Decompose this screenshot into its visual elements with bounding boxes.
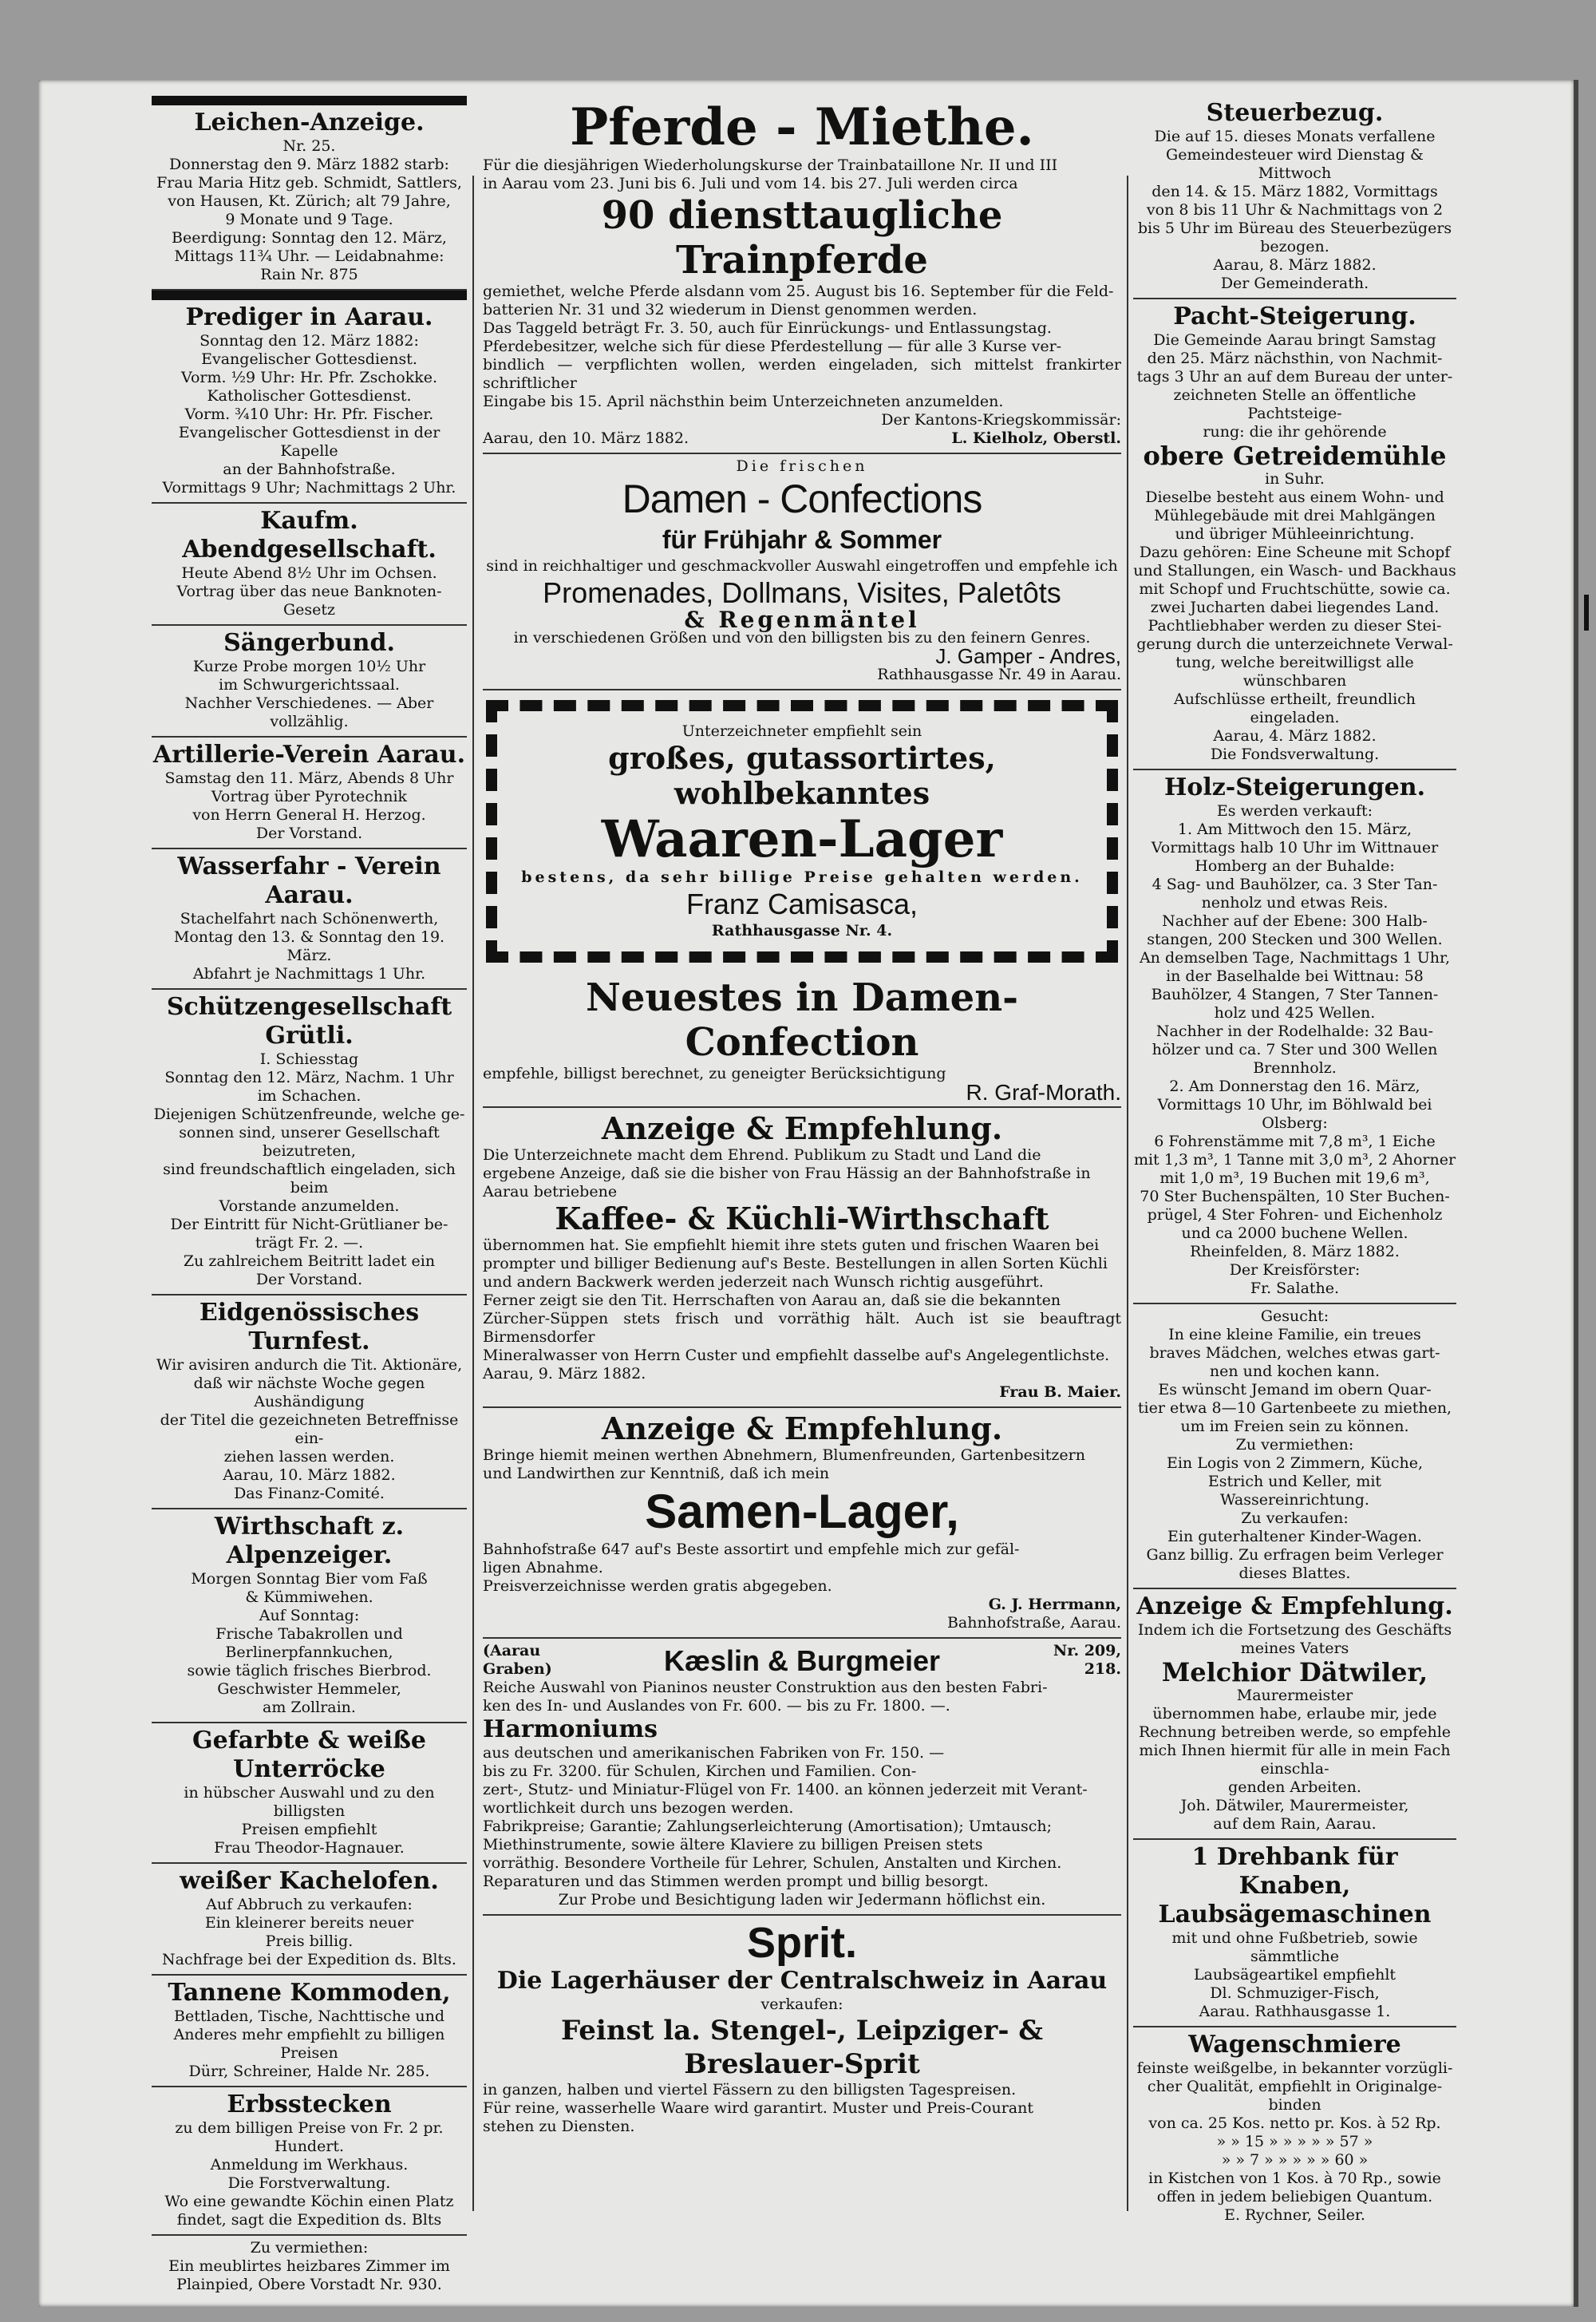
ad-text: prompter und billiger Bedienung auf's Beste. Bestellungen in allen Sorten Küchli: [483, 1255, 1108, 1272]
ad-text: Geschwister Hemmeler,: [217, 1680, 401, 1698]
ad-text: Zu vermiethen:: [250, 2239, 369, 2257]
ad-steuer: [1133, 96, 1456, 299]
ad-text: mit und ohne Fußbetrieb, sowie sämmtliche: [1171, 1929, 1418, 1965]
ad-text: bestens, da sehr billige Preise gehalten werden.: [521, 868, 1083, 886]
ad-title: Anzeige & Empfehlung.: [1136, 1592, 1453, 1620]
ad-text: Frische Tabakrollen und: [215, 1625, 403, 1643]
ad-text: Aarau. Rathhausgasse 1.: [1199, 2003, 1391, 2020]
ad-text: um im Freien sein zu können.: [1180, 1418, 1409, 1435]
ad-highlight: obere Getreidemühle: [1143, 441, 1447, 471]
ad-text: Auf Abbruch zu verkaufen:: [206, 1896, 413, 1913]
ad-prediger: [152, 291, 467, 504]
ad-address: Bahnhofstraße, Aarau.: [946, 1614, 1121, 1632]
ad-text: Ferner zeigt sie den Tit. Herrschaften von Aarau an, daß sie die bekannten: [483, 1292, 1061, 1309]
ad-subtitle: für Frühjahr & Sommer: [662, 525, 942, 554]
ad-text: Das Finanz-Comité.: [234, 1485, 385, 1502]
ad-text: offen in jedem beliebigen Quantum.: [1156, 2188, 1433, 2205]
ad-text: Homberg an der Buhalde:: [1195, 857, 1395, 875]
ad-text: Mühlegebäude mit drei Mahlgängen: [1154, 507, 1436, 524]
ad-title: Erbsstecken: [227, 2091, 392, 2118]
ad-turnfest: [152, 1295, 467, 1509]
ad-text: sowie täglich frisches Bierbrod.: [187, 1662, 432, 1679]
ad-text: Eingabe bis 15. April nächsthin beim Unterzeichneten anzumelden.: [483, 393, 1004, 410]
ad-text: zu dem billigen Preise von Fr. 2 pr. Hundert.: [175, 2119, 444, 2155]
ad-title: Anzeige & Empfehlung.: [601, 1410, 1003, 1446]
ad-text: Zu zahlreichem Beitritt ladet ein: [183, 1252, 436, 1270]
ad-erbs: [152, 2087, 467, 2236]
ad-text: Rain Nr. 875: [260, 266, 358, 283]
ad-text: Bettladen, Tische, Nachttische und: [173, 2008, 445, 2025]
ad-text: binden: [1268, 2096, 1321, 2114]
ad-text: Samstag den 11. März, Abends 8 Uhr: [164, 769, 454, 787]
ad-text: Ein meublirtes heizbares Zimmer im: [168, 2257, 450, 2275]
ad-text: übernommen habe, erlaube mir, jede: [1152, 1705, 1437, 1723]
ad-text: Fabrikpreise; Garantie; Zahlungserleichterung (Amortisation); Umtausch;: [483, 1818, 1053, 1835]
ad-text: sind in reichhaltiger und geschmackvoller Auswahl eingetroffen und empfehle ich: [486, 557, 1118, 575]
ad-text: Indem ich die Fortsetzung des Geschäfts: [1137, 1621, 1452, 1639]
ad-text: Rechnung betreiben werde, so empfehle: [1138, 1723, 1452, 1741]
ad-text: mit 1,0 m³, 19 Buchen mit 19,6 m³,: [1159, 1169, 1430, 1187]
ad-text: Frau Theodor-Hagnauer.: [214, 1839, 405, 1857]
ad-text: Bringe hiemit meinen werthen Abnehmern, Blumenfreunden, Gartenbesitzern: [483, 1446, 1085, 1464]
ad-text: Rheinfelden, 8. März 1882.: [1190, 1243, 1400, 1260]
ad-text: Zur Probe und Besichtigung laden wir Jedermann höflichst ein.: [558, 1891, 1046, 1909]
ad-text: tung, welche bereitwilligst alle wünschbaren: [1175, 654, 1414, 690]
ad-text: Dürr, Schreiner, Halde Nr. 285.: [188, 2063, 430, 2080]
ad-text: Brennholz.: [1253, 1059, 1337, 1077]
ad-text: Vormittags 9 Uhr; Nachmittags 2 Uhr.: [162, 479, 456, 496]
ad-text: mich Ihnen hiermit für alle in mein Fach einschla-: [1139, 1742, 1451, 1778]
ad-signature: L. Kielholz, Oberstl.: [951, 429, 1121, 447]
ad-title: Eidgenössisches Turnfest.: [199, 1299, 420, 1355]
ad-text: 6 Fohrenstämme mit 7,8 m³, 1 Eiche: [1154, 1133, 1436, 1150]
ad-text: feinste weißgelbe, in bekannter vorzügli-: [1136, 2059, 1453, 2077]
ad-text: Bahnhofstraße 647 auf's Beste assortirt und empfehle mich zur gefäl-: [483, 1541, 1020, 1558]
ad-text: Vormittags 10 Uhr, im Böhlwald bei: [1157, 1096, 1432, 1114]
ad-text: 4 Sag- und Bauhölzer, ca. 3 Ster Tan-: [1152, 876, 1438, 893]
ad-text: in Suhr.: [1265, 470, 1325, 488]
ad-text: ziehen lassen werden.: [223, 1448, 395, 1466]
ad-highlight: Samen-Lager,: [645, 1485, 959, 1538]
ad-title: 1 Drehbank für Knaben, Laubsägemaschinen: [1158, 1843, 1432, 1928]
ad-text: mit Schopf und Fruchtschütte, sowie ca.: [1139, 580, 1451, 598]
ad-text: » » 7 » » » » » 60 »: [1221, 2151, 1369, 2169]
ad-signature: G. J. Herrmann,: [988, 1596, 1121, 1613]
ad-text: den 14. & 15. März 1882, Vormittags: [1152, 183, 1438, 200]
ad-text: von Herrn General H. Herzog.: [192, 806, 426, 824]
ad-text: meines Vaters: [1240, 1640, 1349, 1657]
ad-drehbank: [1133, 1840, 1456, 2027]
ad-text: gemiethet, welche Pferde alsdann vom 25. August bis 16. September für die Feld-: [483, 283, 1114, 300]
ad-text: Olsberg:: [1262, 1114, 1328, 1132]
ad-title: Tannene Kommoden,: [168, 1979, 451, 2007]
ad-highlight: 90 diensttaugliche Trainpferde: [601, 193, 1003, 283]
ad-text: in Kistchen von 1 Kos. à 70 Rp., sowie: [1148, 2170, 1441, 2187]
ad-camisasca-frame: [486, 700, 1118, 963]
ad-text: stehen zu Diensten.: [483, 2118, 635, 2135]
column-rule-left: [472, 176, 474, 2211]
ad-kachelofen: [152, 1864, 467, 1976]
ad-text: tier etwa 8—10 Gartenbeete zu miethen,: [1137, 1399, 1452, 1417]
ad-unterroecke: [152, 1723, 467, 1864]
ad-text: von ca. 25 Kos. netto pr. Kos. à 52 Rp.: [1148, 2114, 1441, 2132]
ad-line: großes, gutassortirtes, wohlbekanntes: [608, 740, 996, 811]
ad-text: hölzer und ca. 7 Ster und 300 Wellen: [1152, 1041, 1438, 1058]
ad-text: Ein Logis von 2 Zimmern, Küche,: [1166, 1454, 1423, 1472]
ad-text: Reiche Auswahl von Pianinos neuster Construktion aus den besten Fabri-: [483, 1679, 1048, 1696]
ad-highlight: Feinst la. Stengel-, Leipziger- & Breslauer-Sprit: [561, 2015, 1043, 2080]
ad-text: Es werden verkauft:: [1216, 802, 1373, 820]
ad-title: Sprit.: [746, 1919, 857, 1967]
ad-address: Rathhausgasse Nr. 49 in Aarau.: [877, 666, 1121, 683]
ad-text: sonnen sind, unserer Gesellschaft beizutreten,: [179, 1124, 440, 1160]
ad-text: Joh. Dätwiler, Maurermeister,: [1180, 1797, 1409, 1814]
ad-title: Leichen-Anzeige.: [194, 109, 425, 136]
ad-text: Die Fondsverwaltung.: [1210, 746, 1380, 763]
ad-signature: Frau B. Maier.: [999, 1383, 1121, 1401]
ad-text: bis 5 Uhr im Büreau des Steuerbezügers: [1137, 220, 1452, 237]
ad-title: Neuestes in Damen-Confection: [585, 975, 1019, 1065]
ad-text: und Landwirthen zur Kenntniß, daß ich mein: [483, 1465, 830, 1482]
ad-text: batterien Nr. 31 und 32 wiederum in Dienst genommen werden.: [483, 301, 978, 318]
ad-text: Zu verkaufen:: [1241, 1509, 1349, 1527]
ad-text: in verschiedenen Größen und von den billigsten bis zu den feinern Genres.: [513, 629, 1091, 647]
column-right: [1133, 96, 1456, 2229]
ad-text: Abfahrt je Nachmittags 1 Uhr.: [192, 965, 426, 983]
ad-title: Damen - Confections: [622, 477, 982, 521]
ad-text: an der Bahnhofstraße.: [223, 461, 396, 478]
ad-text: Die Gemeinde Aarau bringt Samstag: [1153, 331, 1436, 349]
ad-title: weißer Kachelofen.: [180, 1867, 439, 1895]
ad-title: Gefarbte & weiße Unterröcke: [192, 1727, 426, 1783]
ad-text: im Schachen.: [257, 1087, 361, 1105]
ad-text: Pachtliebhaber werden zu dieser Stei-: [1148, 617, 1442, 635]
ad-text: empfehle, billigst berechnet, zu geneigter Berücksichtigung: [483, 1065, 946, 1082]
ad-text: I. Schiesstag: [259, 1050, 359, 1068]
ad-highlight: Kaffee- & Küchli-Wirthschaft: [555, 1201, 1049, 1236]
ad-title: Holz-Steigerungen.: [1163, 773, 1426, 801]
ad-text: von Hausen, Kt. Zürich; alt 79 Jahre,: [168, 192, 451, 210]
ad-intro: Unterzeichneter empfiehlt sein: [681, 722, 922, 740]
ad-text: nen und kochen kann.: [1209, 1363, 1381, 1380]
ad-signature: R. Graf-Morath.: [966, 1080, 1121, 1105]
ad-text: Wir avisiren andurch die Tit. Aktionäre,: [156, 1356, 463, 1374]
ad-text: braves Mädchen, welches etwas gart-: [1149, 1344, 1440, 1362]
ad-kaeslin-burgmeier: [483, 1639, 1121, 1916]
ad-text: Reparaturen und das Stimmen werden prompt und billig besorgt.: [483, 1873, 989, 1890]
ad-text: Für die diesjährigen Wiederholungskurse der Trainbataillone Nr. II und III: [483, 156, 1058, 174]
ad-text: findet, sagt die Expedition ds. Blts: [176, 2211, 442, 2229]
ad-place-date: Aarau, 9. März 1882.: [483, 1365, 646, 1383]
ad-title: Pacht-Steigerung.: [1173, 303, 1416, 330]
ad-highlight: Harmoniums: [483, 1715, 658, 1743]
ad-text: Gesucht:: [1260, 1307, 1329, 1325]
ad-text: nenholz und etwas Reis.: [1201, 894, 1389, 912]
ad-text: zeichneten Stelle an öffentliche Pachtsteige-: [1173, 386, 1416, 422]
ad-text: Zu vermiethen:: [1235, 1436, 1354, 1454]
ad-text: dieses Blattes.: [1238, 1564, 1351, 1582]
ad-text: Der Gemeinderath.: [1220, 275, 1369, 292]
ad-text: Heute Abend 8½ Uhr im Ochsen.: [181, 564, 437, 582]
ad-text: Das Taggeld beträgt Fr. 3. 50, auch für Einrückungs- und Entlassungstag.: [483, 319, 1052, 337]
ad-text: In eine kleine Familie, ein treues: [1168, 1326, 1421, 1343]
ad-text: ken des In- und Auslandes von Fr. 600. — bis zu Fr. 1800. —.: [483, 1697, 950, 1715]
ad-text: Die Unterzeichnete macht dem Ehrend. Publikum zu Stadt und Land die: [483, 1146, 1041, 1164]
ad-address: Rathhausgasse Nr. 4.: [711, 922, 893, 939]
ad-text: ligen Abnahme.: [483, 1559, 603, 1576]
ad-text: Nachher auf der Ebene: 300 Halb-: [1162, 912, 1428, 930]
ad-subtitle: verkaufen:: [760, 1996, 843, 2013]
ad-title: Anzeige & Empfehlung.: [601, 1110, 1003, 1146]
ad-text: Dl. Schmuziger-Fisch,: [1210, 1984, 1380, 2002]
ad-text: 70 Ster Buchenspälten, 10 Ster Buchen-: [1140, 1188, 1450, 1205]
ad-kommoden: [152, 1976, 467, 2087]
ad-gesucht: [1133, 1304, 1456, 1589]
ad-text: rung: die ihr gehörende: [1203, 423, 1387, 441]
ad-sprit: [483, 1916, 1121, 2141]
ad-text: holz und 425 Wellen.: [1214, 1004, 1376, 1022]
ad-text: Ein kleinerer bereits neuer: [204, 1914, 414, 1932]
ad-text: Plainpied, Obere Vorstadt Nr. 930.: [176, 2276, 442, 2293]
ad-saenger: [152, 626, 467, 738]
ad-text: den 25. März nächsthin, von Nachmit-: [1147, 350, 1443, 367]
ad-text: » » 15 » » » » » 57 »: [1216, 2133, 1373, 2150]
ad-text: Preisverzeichnisse werden gratis abgegeben.: [483, 1577, 832, 1595]
ad-text: mit 1,3 m³, 1 Tanne mit 3,0 m³, 2 Ahorner: [1133, 1151, 1456, 1169]
column-rule-right: [1127, 176, 1128, 2211]
ad-text: Es wünscht Jemand im obern Quar-: [1158, 1381, 1432, 1398]
ad-anzeige3: [1133, 1589, 1456, 1840]
margin-mark: [1584, 595, 1589, 631]
ad-text: prügel, 4 Ster Fohren- und Eichenholz: [1147, 1206, 1443, 1224]
ad-location: (Aarau Graben): [483, 1642, 552, 1678]
ad-text: Nachher Verschiedenes. — Aber vollzählig.: [184, 694, 434, 730]
ad-text: Sonntag den 12. März 1882:: [200, 332, 419, 350]
ad-text: genden Arbeiten.: [1228, 1778, 1361, 1796]
ad-text: Stachelfahrt nach Schönenwerth,: [180, 910, 439, 928]
ad-items-rain: & Regenmäntel: [684, 607, 920, 633]
ad-title: Prediger in Aarau.: [185, 303, 433, 331]
ad-text: sind freundschaftlich eingeladen, sich beim: [163, 1161, 456, 1197]
ad-wasser: [152, 849, 467, 990]
ad-artillerie: [152, 738, 467, 849]
ad-text: Aarau, 10. März 1882.: [223, 1466, 396, 1484]
ad-text: Kurze Probe morgen 10½ Uhr: [192, 658, 426, 675]
ad-text: Diejenigen Schützenfreunde, welche ge-: [153, 1106, 465, 1123]
ad-kaufm: [152, 504, 467, 626]
ad-text: Die auf 15. dieses Monats verfallene: [1154, 128, 1436, 145]
column-center: [483, 96, 1121, 2141]
ad-signature: Franz Camisasca,: [685, 888, 918, 920]
ad-text: Evangelischer Gottesdienst in der Kapelle: [178, 424, 440, 460]
ad-text: Anderes mehr empfiehlt zu billigen Preisen: [173, 2026, 445, 2062]
ad-zimmer: [152, 2236, 467, 2299]
ad-text: in ganzen, halben und viertel Fässern zu den billigsten Tagespreisen.: [483, 2081, 1017, 2099]
ad-text: Sonntag den 12. März, Nachm. 1 Uhr: [164, 1069, 454, 1086]
ad-pferde-miethe: [483, 96, 1121, 454]
ad-title: Kæslin & Burgmeier: [663, 1644, 941, 1677]
ad-text: 1. Am Mittwoch den 15. März,: [1177, 821, 1412, 838]
ad-text: Laubsägeartikel empfiehlt: [1193, 1966, 1396, 1984]
ad-text: bis zu Fr. 3200. für Schulen, Kirchen und Familien. Con-: [483, 1762, 917, 1780]
ad-text: bezogen.: [1260, 238, 1329, 255]
ad-text: Berlinerpfannkuchen,: [225, 1644, 393, 1661]
ad-title: Wirthschaft z. Alpenzeiger.: [214, 1513, 405, 1569]
ad-text: von 8 bis 11 Uhr & Nachmittags von 2: [1146, 201, 1444, 219]
ad-text: vorräthig. Besondere Vortheile für Lehrer, Schulen, Anstalten und Kirchen.: [483, 1854, 1062, 1872]
ad-text: im Schwurgerichtssaal.: [219, 676, 400, 694]
ad-text: und Stallungen, ein Wasch- und Backhaus: [1133, 562, 1456, 580]
ad-text: Frau Maria Hitz geb. Schmidt, Sattlers,: [156, 174, 462, 192]
ad-text: Preisen empfiehlt: [241, 1821, 377, 1838]
ad-line: Die Lagerhäuser der Centralschweiz in Aarau: [496, 1967, 1108, 1995]
ad-text: cher Qualität, empfiehlt in Originalge-: [1147, 2078, 1443, 2095]
ad-samen-lager: [483, 1408, 1121, 1639]
ad-text: stangen, 200 Stecken und 300 Wellen.: [1147, 931, 1443, 948]
ad-wirthschaft: [152, 1509, 467, 1723]
ad-text: Anmeldung im Werkhaus.: [210, 2156, 409, 2174]
ad-text: Estrich und Keller, mit Wassereinrichtung.: [1207, 1473, 1382, 1509]
ad-text: Vortrag über Pyrotechnik: [211, 788, 408, 805]
ad-signature: J. Gamper - Andres,: [935, 644, 1121, 668]
ad-text: am Zollrain.: [263, 1699, 356, 1716]
ad-title: Wasserfahr - Verein Aarau.: [177, 852, 441, 909]
ad-place-date: Aarau, den 10. März 1882.: [483, 429, 689, 447]
ad-text: Der Vorstand.: [255, 825, 363, 842]
ad-schuetzen: [152, 990, 467, 1295]
ad-text: Maurermeister: [1236, 1687, 1353, 1704]
ad-text: ergebene Anzeige, daß sie die bisher von Frau Hässig an der Bahnhofstraße in: [483, 1165, 1091, 1182]
ad-text: Aarau betriebene: [483, 1183, 618, 1201]
ad-text: Montag den 13. & Sonntag den 19. März.: [173, 928, 445, 964]
ad-text: in Aarau vom 23. Juni bis 6. Juli und vom 14. bis 27. Juli werden circa: [483, 175, 1018, 192]
ad-text: übernommen hat. Sie empfiehlt hiemit ihre stets guten und frischen Waaren bei: [483, 1236, 1100, 1254]
ad-text: Aufschlüsse ertheilt, freundlich eingeladen.: [1173, 690, 1416, 726]
ad-title: Schützengesellschaft Grütli.: [166, 993, 452, 1050]
ad-title: Pferde - Miethe.: [570, 97, 1034, 157]
ad-leichen: [152, 96, 467, 291]
ad-text: Ganz billig. Zu erfragen beim Verleger: [1146, 1546, 1444, 1564]
ad-text: 9 Monate und 9 Tage.: [225, 211, 393, 228]
ad-damen-confections: [483, 454, 1121, 690]
ad-text: Dieselbe besteht aus einem Wohn- und: [1145, 489, 1444, 506]
ad-text: tags 3 Uhr an auf dem Bureau der unter-: [1136, 368, 1453, 386]
ad-text: Der Kreisförster:: [1229, 1261, 1361, 1279]
ad-text: Aarau, 8. März 1882.: [1213, 256, 1377, 274]
ad-text: Gemeindesteuer wird Dienstag & Mittwoch: [1166, 146, 1424, 182]
ad-text: in der Baselhalde bei Wittnau: 58: [1166, 967, 1424, 985]
ad-kaffee-wirthschaft: [483, 1108, 1121, 1408]
ad-text: An demselben Tage, Nachmittags 1 Uhr,: [1139, 949, 1451, 967]
ad-text: Nr. 25.: [282, 137, 336, 155]
ad-title: Sängerbund.: [223, 629, 395, 657]
ad-text: Katholischer Gottesdienst.: [207, 387, 412, 405]
ad-text: Vortrag über das neue Banknoten-Gesetz: [176, 583, 442, 619]
ad-text: Ein guterhaltener Kinder-Wagen.: [1167, 1528, 1422, 1545]
ad-text: Nachher in der Rodelhalde: 32 Bau-: [1156, 1023, 1434, 1040]
ad-pacht: [1133, 299, 1456, 770]
ad-holz: [1133, 770, 1456, 1304]
ad-neuestes: [483, 972, 1121, 1108]
ad-text: Vormittags halb 10 Uhr im Wittnauer: [1151, 839, 1439, 856]
ad-text: zwei Jucharten dabei liegendes Land.: [1150, 599, 1440, 616]
ad-text: der Titel die gezeichneten Betreffnisse ein-: [160, 1411, 459, 1447]
ad-text: wortlichkeit durch uns bezogen werden.: [483, 1799, 794, 1817]
ad-text: Mineralwasser von Herrn Custer und empfiehlt dasselbe auf's Angelegentlichste.: [483, 1347, 1110, 1364]
ad-text: Für reine, wasserhelle Waare wird garantirt. Muster und Preis-Courant: [483, 2099, 1033, 2117]
ad-text: und übriger Mühleeinrichtung.: [1175, 525, 1415, 543]
ad-text: Vorm. ¾10 Uhr: Hr. Pfr. Fischer.: [184, 405, 434, 423]
ad-text: trägt Fr. 2. —.: [255, 1234, 364, 1252]
ad-text: Vorstande anzumelden.: [219, 1197, 400, 1215]
ad-title: Artillerie-Verein Aarau.: [152, 741, 466, 769]
ad-text: und andern Backwerk werden jederzeit nach Wunsch richtig ausgeführt.: [483, 1273, 1044, 1291]
ad-title: Waaren-Lager: [601, 809, 1003, 869]
ad-text: Wo eine gewandte Köchin einen Platz: [164, 2193, 454, 2210]
ad-text: Evangelischer Gottesdienst.: [201, 350, 417, 368]
ad-text: zert-, Stutz- und Miniatur-Flügel von Fr. 1400. an können jederzeit mit Verant-: [483, 1781, 1088, 1798]
ad-text: Vorm. ½9 Uhr: Hr. Pfr. Zschokke.: [180, 369, 438, 386]
ad-text: Dazu gehören: Eine Scheune mit Schopf: [1139, 544, 1451, 561]
ad-title: Kaufm. Abendgesellschaft.: [182, 507, 437, 564]
ad-text: aus deutschen und amerikanischen Fabriken von Fr. 150. —: [483, 1744, 945, 1762]
ad-text: auf dem Rain, Aarau.: [1213, 1815, 1377, 1833]
ad-text: gerung durch die unterzeichnete Verwal-: [1136, 635, 1453, 653]
ad-text: Morgen Sonntag Bier vom Faß: [191, 1570, 428, 1588]
ad-text: Die Forstverwaltung.: [227, 2174, 391, 2192]
ad-text: Mittags 11¾ Uhr. — Leidabnahme:: [174, 247, 444, 265]
ad-text: Preis billig.: [265, 1932, 354, 1950]
ad-text: Miethinstrumente, sowie ältere Klaviere zu billigen Preisen stets: [483, 1836, 983, 1853]
ad-number: Nr. 209, 218.: [1053, 1642, 1121, 1678]
ad-title: Wagenschmiere: [1188, 2031, 1401, 2059]
ad-text: Aarau, 4. März 1882.: [1213, 727, 1377, 745]
ad-text: Pferdebesitzer, welche sich für diese Pferdestellung — für alle 3 Kurse ver-: [483, 338, 1062, 355]
ad-text: Auf Sonntag:: [259, 1607, 360, 1624]
ad-text: Nachfrage bei der Expedition ds. Blts.: [162, 1951, 456, 1968]
ad-intro: Die frischen: [736, 457, 868, 475]
ad-items: Promenades, Dollmans, Visites, Paletôts: [543, 576, 1061, 609]
ad-text: 2. Am Donnerstag den 16. März,: [1169, 1078, 1420, 1095]
ad-text: E. Rychner, Seiler.: [1224, 2206, 1365, 2224]
ad-text: & Kümmiwehen.: [245, 1588, 373, 1606]
ad-text: Zürcher-Süppen stets frisch und vorräthig hält. Auch ist sie beauftragt Birmensdorfer: [483, 1310, 1121, 1346]
ad-title: Steuerbezug.: [1206, 99, 1384, 127]
ad-text: Der Kantons-Kriegskommissär:: [881, 411, 1121, 429]
ad-text: Fr. Salathe.: [1250, 1280, 1340, 1297]
ad-wagen: [1133, 2027, 1456, 2229]
ad-highlight: Melchior Dätwiler,: [1161, 1657, 1428, 1687]
column-left: [152, 96, 467, 2299]
ad-text: Donnerstag den 9. März 1882 starb:: [169, 156, 449, 173]
ad-text: in hübscher Auswahl und zu den billigsten: [184, 1784, 435, 1820]
ad-text: Bauhölzer, 4 Stangen, 7 Ster Tannen-: [1151, 986, 1439, 1003]
ad-text: Der Vorstand.: [255, 1271, 363, 1288]
ad-text: Der Eintritt für Nicht-Grütlianer be-: [170, 1216, 448, 1233]
ad-text: und ca 2000 buchene Wellen.: [1181, 1224, 1408, 1242]
page-edge: [1574, 80, 1578, 2307]
ad-text: bindlich — verpflichten wollen, werden eingeladen, sich mittelst frankirter schriftlicher: [483, 356, 1121, 392]
ad-text: daß wir nächste Woche gegen Aushändigung: [193, 1375, 425, 1410]
ad-text: Beerdigung: Sonntag den 12. März,: [172, 229, 447, 247]
